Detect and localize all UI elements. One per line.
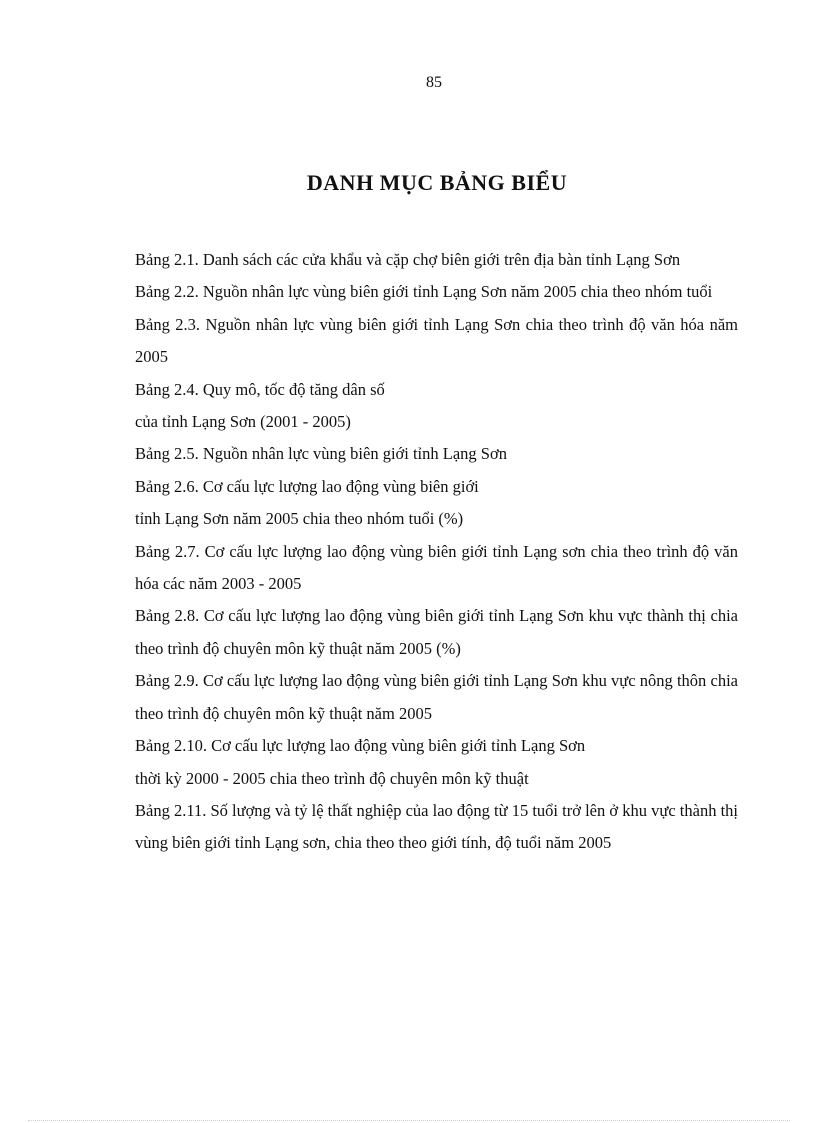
- table-entry: của tỉnh Lạng Sơn (2001 - 2005): [135, 412, 351, 432]
- table-entry: Bảng 2.4. Quy mô, tốc độ tăng dân số: [135, 379, 385, 399]
- table-entry: Bảng 2.7. Cơ cấu lực lượng lao động vùng biên giới tỉnh Lạng sơn chia theo trình độ văn hóa các năm 2003 - 2005: [135, 541, 738, 594]
- table-entry: Bảng 2.9. Cơ cấu lực lượng lao động vùng biên giới tỉnh Lạng Sơn khu vực nông thôn chia theo trình độ chuyên môn kỹ thuật năm 2005: [135, 671, 738, 723]
- page-bottom-rule: [28, 1120, 790, 1121]
- table-list: [135, 244, 738, 860]
- table-entry: Bảng 2.3. Nguồn nhân lực vùng biên giới tỉnh Lạng Sơn chia theo trình độ văn hóa năm 2005: [135, 314, 738, 367]
- table-entry: thời kỳ 2000 - 2005 chia theo trình độ chuyên môn kỹ thuật: [135, 768, 529, 788]
- table-entry: Bảng 2.11. Số lượng và tỷ lệ thất nghiệp của lao động từ 15 tuổi trở lên ở khu vực thành thị vùng biên giới tỉnh Lạng sơn, chia theo theo giới tính, độ tuổi năm 2005: [135, 800, 738, 853]
- page-title: DANH MỤC BẢNG BIỂU: [306, 170, 568, 195]
- table-entry: tỉnh Lạng Sơn năm 2005 chia theo nhóm tuổi (%): [135, 509, 464, 529]
- page-number: 85: [426, 74, 442, 91]
- table-entry: Bảng 2.10. Cơ cấu lực lượng lao động vùng biên giới tỉnh Lạng Sơn: [135, 736, 586, 756]
- table-entry: Bảng 2.1. Danh sách các cửa khẩu và cặp chợ biên giới trên địa bàn tỉnh Lạng Sơn: [135, 250, 681, 269]
- table-entry: Bảng 2.5. Nguồn nhân lực vùng biên giới tỉnh Lạng Sơn: [135, 444, 507, 464]
- table-entry: Bảng 2.8. Cơ cấu lực lượng lao động vùng biên giới tỉnh Lạng Sơn khu vực thành thị chia theo trình độ chuyên môn kỹ thuật năm 2005 (%): [135, 606, 738, 658]
- table-entry: Bảng 2.6. Cơ cấu lực lượng lao động vùng biên giới: [135, 476, 479, 496]
- table-entry: Bảng 2.2. Nguồn nhân lực vùng biên giới tỉnh Lạng Sơn năm 2005 chia theo nhóm tuổi: [135, 282, 713, 302]
